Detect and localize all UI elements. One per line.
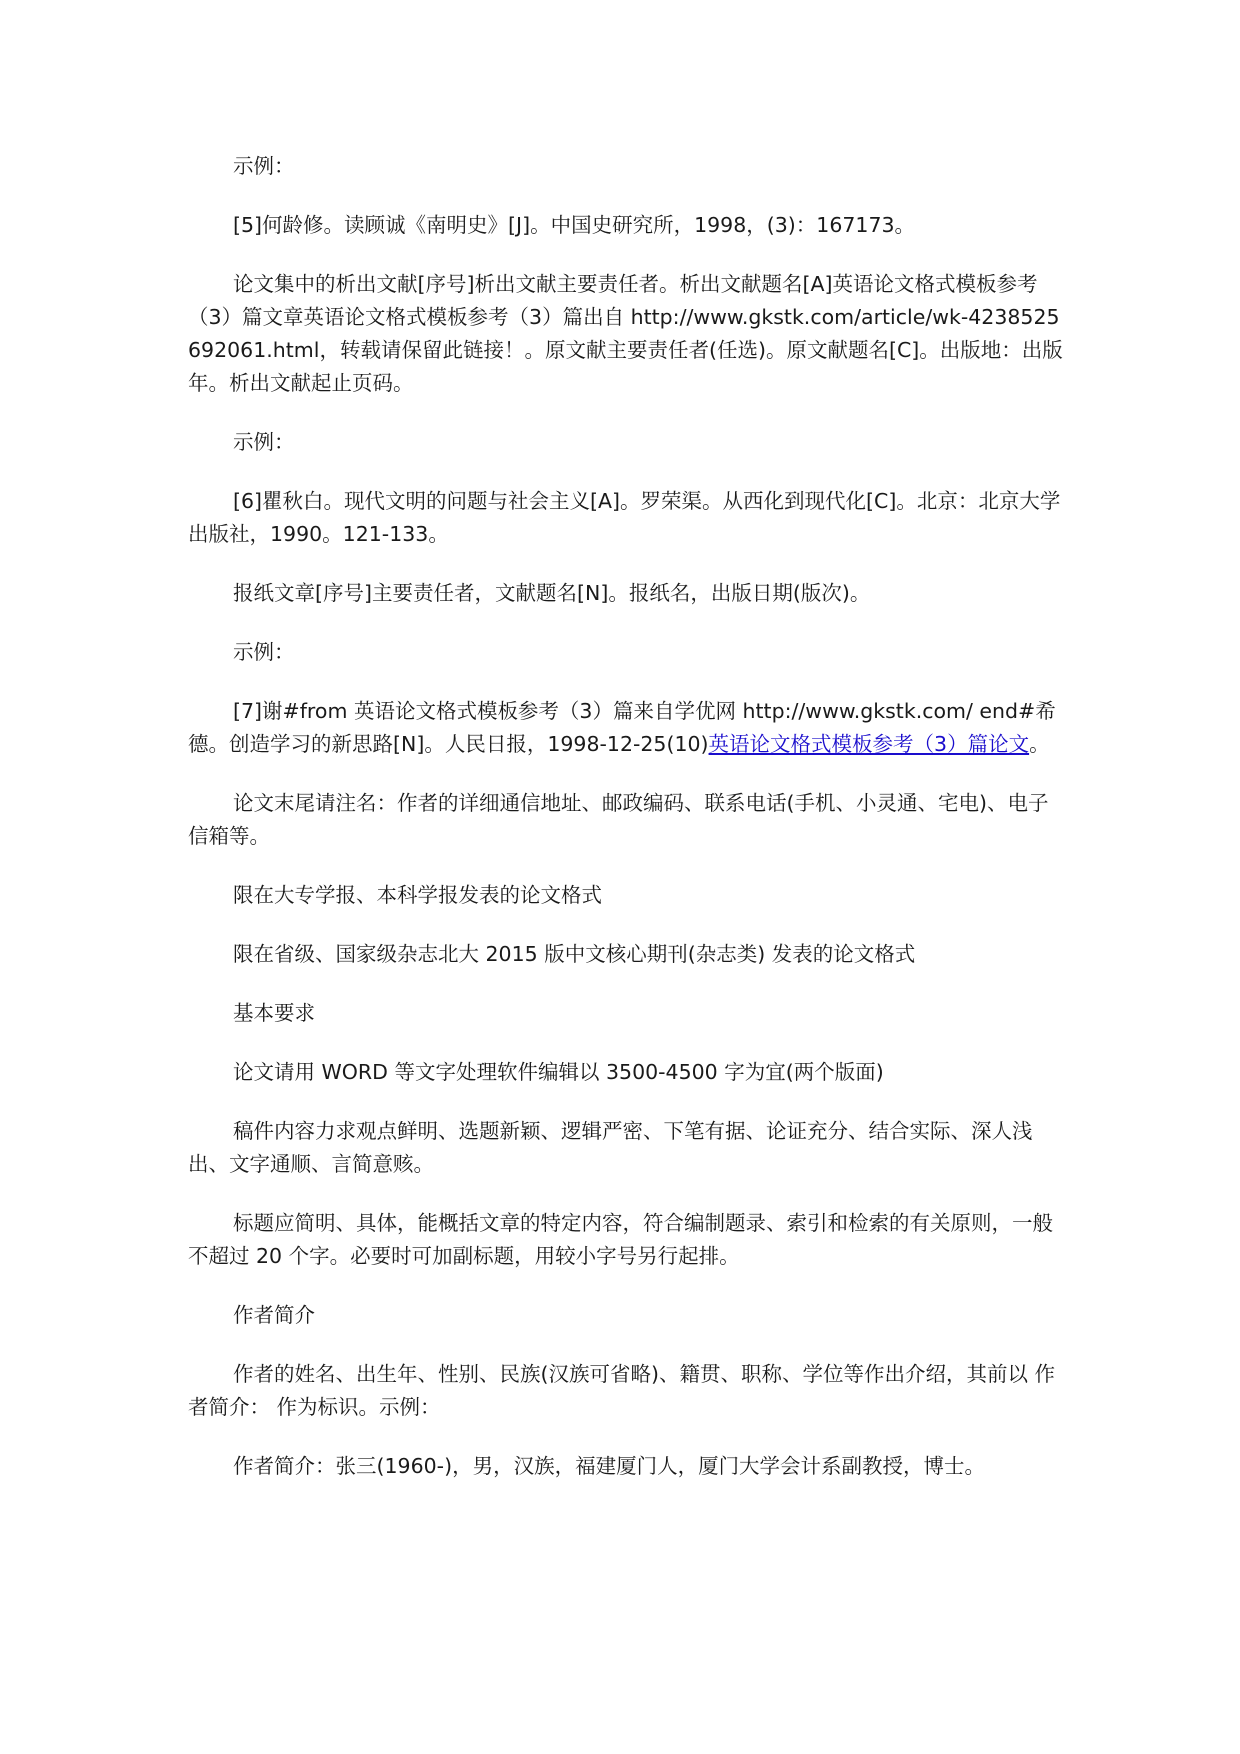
contact-note: 论文末尾请注名：作者的详细通信地址、邮政编码、联系电话(手机、小灵通、宅电)、电子信箱等。 xyxy=(188,791,1049,848)
newspaper-format: 报纸文章[序号]主要责任者，文献题名[N]。报纸名，出版日期(版次)。 xyxy=(233,581,871,605)
reference-example-5: [5]何龄修。读顾诚《南明史》[J]。中国史研究所，1998，(3)：167173。 xyxy=(233,213,916,237)
anthology-format: 论文集中的析出文献[序号]析出文献主要责任者。析出文献题名[A]英语论文格式模板参考（3）篇文章英语论文格式模板参考（3）篇出自 http://www.gkstk.com/article/wk-4238525692061.html，转载请保留此链接！。原文献主要责任者(任选)。原文献题名[C]。出版地：出版年。析出文献起止页码。 xyxy=(188,272,1063,395)
author-intro-requirement: 作者的姓名、出生年、性别、民族(汉族可省略)、籍贯、职称、学位等作出介绍，其前以 作者简介： 作为标识。示例： xyxy=(188,1362,1056,1419)
reference-example-7-end: 。 xyxy=(1029,732,1050,756)
example-label: 示例： xyxy=(233,430,295,454)
word-count-requirement: 论文请用 WORD 等文字处理软件编辑以 3500-4500 字为宜(两个版面) xyxy=(233,1060,884,1084)
author-intro-example: 作者简介：张三(1960-)，男，汉族，福建厦门人，厦门大学会计系副教授，博士。 xyxy=(233,1454,986,1478)
journal-scope-2: 限在省级、国家级杂志北大 2015 版中文核心期刊(杂志类) 发表的论文格式 xyxy=(233,942,916,966)
example-label: 示例： xyxy=(233,154,295,178)
section-heading-requirements: 基本要求 xyxy=(233,1001,315,1025)
title-requirement: 标题应简明、具体，能概括文章的特定内容，符合编制题录、索引和检索的有关原则，一般不超过 20 个字。必要时可加副标题，用较小字号另行起排。 xyxy=(188,1211,1053,1268)
document-page xyxy=(188,150,1066,1509)
content-requirement: 稿件内容力求观点鲜明、选题新颖、逻辑严密、下笔有据、论证充分、结合实际、深人浅出、文字通顺、言简意赅。 xyxy=(188,1119,1033,1176)
reference-example-7-text: [7]谢#from 英语论文格式模板参考（3）篇来自学优网 http://www.gkstk.com/ end#希德。创造学习的新思路[N]。人民日报，1998-12-25(10) xyxy=(188,699,1056,756)
article-link[interactable]: 英语论文格式模板参考（3）篇论文 xyxy=(708,732,1030,756)
reference-example-6: [6]瞿秋白。现代文明的问题与社会主义[A]。罗荣渠。从西化到现代化[C]。北京：北京大学出版社，1990。121-133。 xyxy=(188,489,1061,546)
reference-example-7 xyxy=(188,695,1066,761)
example-label: 示例： xyxy=(233,640,295,664)
journal-scope-1: 限在大专学报、本科学报发表的论文格式 xyxy=(233,883,602,907)
section-heading-author: 作者简介 xyxy=(233,1303,315,1327)
